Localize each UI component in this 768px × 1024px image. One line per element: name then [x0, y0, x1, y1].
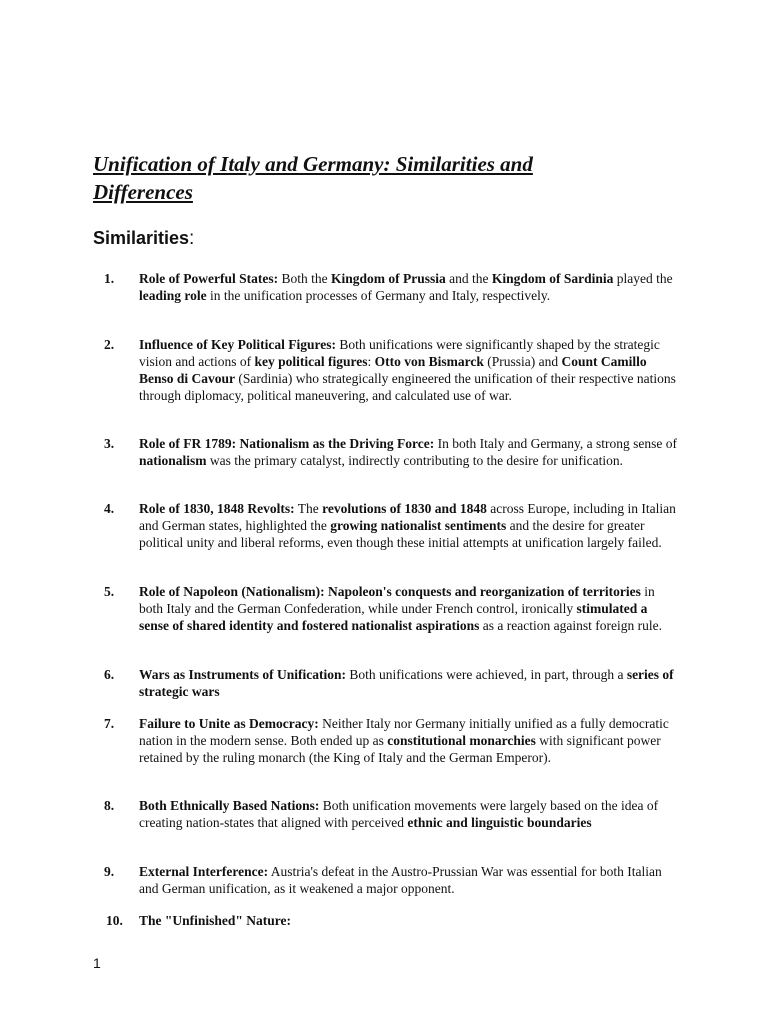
bold-text-segment: Role of Powerful States: — [139, 271, 279, 286]
text-segment: Neither Italy nor Germany initially unified as a fully democratic nation in the modern sense. Both ended up as — [139, 716, 669, 748]
bold-text-segment: Both Ethnically Based Nations: — [139, 798, 320, 813]
bold-text-segment: constitutional monarchies — [387, 733, 536, 748]
list-item-number: 10. — [106, 913, 123, 928]
section-heading-similarities — [93, 228, 194, 250]
text-segment: as a reaction against foreign rule. — [479, 618, 662, 633]
bold-text-segment: leading role — [139, 288, 207, 303]
bold-text-segment: Failure to Unite as Democracy: — [139, 716, 319, 731]
list-item-number: 8. — [104, 798, 115, 813]
list-item-number: 7. — [104, 716, 115, 731]
list-item-text — [139, 666, 679, 700]
document-title-line1: Unification of Italy and Germany: Similarities and — [93, 152, 533, 176]
list-item-number: 6. — [104, 667, 115, 682]
bold-text-segment: Wars as Instruments of Unification: — [139, 667, 347, 682]
text-segment: Both unifications were significantly shaped by the strategic vision and actions of — [139, 337, 660, 369]
list-item-number: 9. — [104, 864, 115, 879]
text-segment: (Prussia) and — [483, 354, 562, 369]
bold-text-segment: growing nationalist sentiments — [330, 518, 507, 533]
bold-text-segment: The "Unfinished" Nature: — [139, 913, 292, 928]
bold-text-segment: Count Camillo Benso di Cavour — [139, 354, 647, 386]
list-item-number: 5. — [104, 584, 115, 599]
bold-text-segment: Influence of Key Political Figures: — [139, 337, 336, 352]
list-item-text — [139, 500, 679, 551]
list-item-number: 1. — [104, 271, 115, 286]
bold-text-segment: Role of FR 1789: Nationalism as the Driving Force: — [139, 436, 435, 451]
list-item-text — [139, 863, 679, 897]
list-item-text — [139, 912, 679, 929]
list-item-text — [139, 715, 679, 766]
text-segment: played the — [613, 271, 673, 286]
bold-text-segment: nationalism — [139, 453, 207, 468]
list-item-number: 2. — [104, 337, 115, 352]
list-item-text — [139, 435, 679, 469]
text-segment: Both unification movements were largely based on the idea of creating nation-states that aligned with perceived — [139, 798, 659, 830]
text-segment: and the desire for greater political unity and liberal reforms, even though these initial attempts at unification largely failed. — [139, 518, 662, 550]
bold-text-segment: stimulated a sense of shared identity and fostered nationalist aspirations — [139, 601, 648, 633]
bold-text-segment: Kingdom of Sardinia — [491, 271, 614, 286]
bold-text-segment: key political figures — [254, 354, 368, 369]
text-segment: in both Italy and the German Confederation, while under French control, ironically — [139, 584, 655, 616]
bold-text-segment: Role of 1830, 1848 Revolts: — [139, 501, 295, 516]
text-segment: : — [367, 354, 375, 369]
bold-text-segment: Role of Napoleon (Nationalism): — [139, 584, 325, 599]
bold-text-segment: Otto von Bismarck — [374, 354, 484, 369]
text-segment: Austria's defeat in the Austro-Prussian War was essential for both Italian and German unification, as it weakened a major opponent. — [139, 864, 662, 896]
list-item-number: 4. — [104, 501, 115, 516]
bold-text-segment: Kingdom of Prussia — [330, 271, 446, 286]
text-segment: was the primary catalyst, indirectly contributing to the desire for unification. — [206, 453, 624, 468]
document-title-line2: Differences — [93, 180, 193, 204]
text-segment: The — [294, 501, 323, 516]
bold-text-segment: revolutions of 1830 and 1848 — [322, 501, 487, 516]
bold-text-segment: ethnic and linguistic boundaries — [407, 815, 592, 830]
text-segment: across Europe, including in Italian and German states, highlighted the — [139, 501, 676, 533]
text-segment: Both unifications were achieved, in part, through a — [346, 667, 627, 682]
list-item-number: 3. — [104, 436, 115, 451]
text-segment: In both Italy and Germany, a strong sense of — [434, 436, 678, 451]
text-segment: and the — [445, 271, 492, 286]
list-item-text — [139, 270, 679, 304]
bold-text-segment: series of strategic wars — [139, 667, 674, 699]
list-item-text — [139, 583, 679, 634]
bold-text-segment: Napoleon's conquests and reorganization of territories — [328, 584, 641, 599]
document-title — [93, 150, 693, 206]
text-segment: Both the — [278, 271, 331, 286]
section-heading-text: Similarities — [93, 228, 190, 248]
text-segment: in the unification processes of Germany and Italy, respectively. — [206, 288, 551, 303]
section-heading-colon: : — [189, 228, 195, 249]
text-segment: with significant power retained by the ruling monarch (the King of Italy and the German Emperor). — [139, 733, 661, 765]
text-segment: (Sardinia) who strategically engineered the unification of their respective nations through diplomacy, political maneuvering, and calculated use of war. — [139, 371, 676, 403]
list-item-text — [139, 797, 679, 831]
list-item-text — [139, 336, 679, 404]
bold-text-segment: External Interference: — [139, 864, 269, 879]
page-number: 1 — [93, 955, 101, 971]
